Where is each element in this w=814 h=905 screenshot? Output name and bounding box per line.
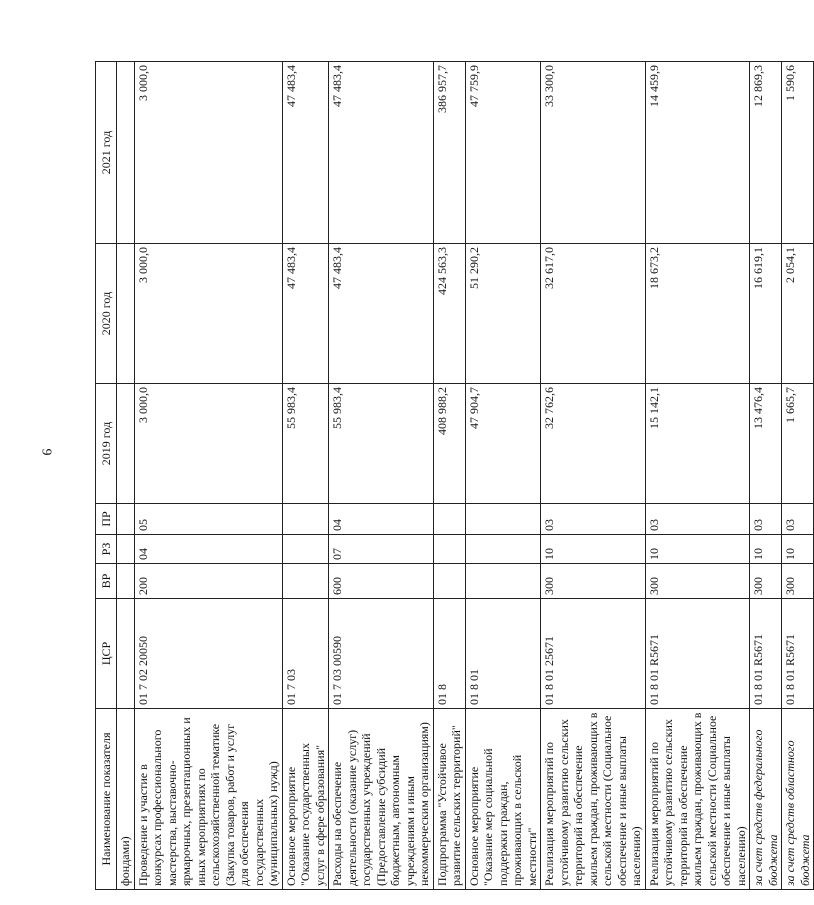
budget-table — [95, 61, 814, 890]
cell-vr — [465, 564, 541, 599]
table-row — [433, 62, 465, 890]
cell-2019: 408 988,2 — [433, 384, 465, 504]
cell-2021: 33 300,0 — [541, 62, 646, 244]
cell-pr: 05 — [134, 504, 282, 535]
header-2020: 2020 год — [96, 244, 117, 384]
cell-rz: 10 — [541, 535, 646, 564]
cell-2019: 47 904,7 — [465, 384, 541, 504]
cell-2019: 32 762,6 — [541, 384, 646, 504]
cell-2020: 47 483,4 — [282, 244, 329, 384]
cell-pr: 03 — [645, 504, 750, 535]
cell-pr — [117, 504, 135, 535]
cell-2021: 386 957,7 — [433, 62, 465, 244]
cell-2020: 2 054,1 — [782, 244, 814, 384]
cell-name: Реализация мероприятий по устойчивому развитию сельских территорий на обеспечение жильем граждан, проживающих в сельской местности (Социальное обеспечение и иные выплаты населению) — [541, 709, 646, 890]
table-row — [329, 62, 434, 890]
cell-pr: 03 — [782, 504, 814, 535]
cell-2020: 424 563,3 — [433, 244, 465, 384]
cell-2019: 55 983,4 — [282, 384, 329, 504]
cell-2020: 18 673,2 — [645, 244, 750, 384]
cell-2020: 47 483,4 — [329, 244, 434, 384]
table-row — [282, 62, 329, 890]
cell-csr — [117, 599, 135, 709]
header-2021: 2021 год — [96, 62, 117, 244]
header-csr: ЦСР — [96, 599, 117, 709]
cell-2020: 51 290,2 — [465, 244, 541, 384]
cell-2019: 3 000,0 — [134, 384, 282, 504]
header-2019: 2019 год — [96, 384, 117, 504]
cell-rz: 10 — [750, 535, 782, 564]
table-row — [465, 62, 541, 890]
cell-2020: 16 619,1 — [750, 244, 782, 384]
cell-rz — [282, 535, 329, 564]
cell-vr: 600 — [329, 564, 434, 599]
cell-csr: 01 8 01 25671 — [541, 599, 646, 709]
cell-name: Основное мероприятие "Оказание мер социальной поддержки граждан, проживающих в сельской местности" — [465, 709, 541, 890]
cell-name: фондами) — [117, 709, 135, 890]
cell-2021: 1 590,6 — [782, 62, 814, 244]
cell-pr — [282, 504, 329, 535]
cell-csr: 01 8 01 — [465, 599, 541, 709]
table-row — [117, 62, 135, 890]
cell-csr: 01 8 01 R5671 — [645, 599, 750, 709]
cell-name: Подпрограмма "Устойчивое развитие сельских территорий" — [433, 709, 465, 890]
table-header-row — [96, 62, 117, 890]
cell-csr: 01 7 02 20050 — [134, 599, 282, 709]
cell-pr: 04 — [329, 504, 434, 535]
header-name: Наименование показателя — [96, 709, 117, 890]
cell-rz: 10 — [782, 535, 814, 564]
cell-2021: 14 459,9 — [645, 62, 750, 244]
cell-rz: 10 — [645, 535, 750, 564]
cell-2020 — [117, 244, 135, 384]
cell-2019 — [117, 384, 135, 504]
cell-rz — [433, 535, 465, 564]
cell-2019: 13 476,4 — [750, 384, 782, 504]
table-row — [134, 62, 282, 890]
cell-pr — [433, 504, 465, 535]
page-number: 9 — [38, 448, 54, 456]
table-row — [645, 62, 750, 890]
cell-2020: 3 000,0 — [134, 244, 282, 384]
cell-vr — [282, 564, 329, 599]
cell-2021: 47 483,4 — [329, 62, 434, 244]
header-pr: ПР — [96, 504, 117, 535]
cell-2021: 3 000,0 — [134, 62, 282, 244]
table-row — [750, 62, 782, 890]
cell-name: Основное мероприятие "Оказание государственных услуг в сфере образования" — [282, 709, 329, 890]
budget-table-wrapper — [95, 62, 812, 890]
cell-rz: 07 — [329, 535, 434, 564]
cell-name: за счет средств федерального бюджета — [750, 709, 782, 890]
cell-2021: 47 483,4 — [282, 62, 329, 244]
cell-vr: 300 — [782, 564, 814, 599]
cell-vr — [117, 564, 135, 599]
cell-2021: 47 759,9 — [465, 62, 541, 244]
table-row — [782, 62, 814, 890]
cell-2021 — [117, 62, 135, 244]
cell-name: за счет средств областного бюджета — [782, 709, 814, 890]
cell-name: Реализация мероприятий по устойчивому развитию сельских территорий на обеспечение жильем граждан, проживающих в сельской местности (Социальное обеспечение и иные выплаты населению) — [645, 709, 750, 890]
cell-csr: 01 7 03 00590 — [329, 599, 434, 709]
cell-csr: 01 8 01 R5671 — [782, 599, 814, 709]
cell-vr: 300 — [645, 564, 750, 599]
cell-2019: 55 983,4 — [329, 384, 434, 504]
table-row — [541, 62, 646, 890]
header-vr: ВР — [96, 564, 117, 599]
cell-rz: 04 — [134, 535, 282, 564]
cell-pr: 03 — [541, 504, 646, 535]
cell-2021: 12 869,3 — [750, 62, 782, 244]
header-rz: РЗ — [96, 535, 117, 564]
cell-name: Расходы на обеспечение деятельности (оказание услуг) государственных учреждений (Предоставление субсидий бюджетным, автономным учреждениям и иным некоммерческим организациям) — [329, 709, 434, 890]
cell-vr: 200 — [134, 564, 282, 599]
cell-rz — [465, 535, 541, 564]
cell-csr: 01 8 — [433, 599, 465, 709]
cell-rz — [117, 535, 135, 564]
cell-2020: 32 617,0 — [541, 244, 646, 384]
cell-vr: 300 — [750, 564, 782, 599]
cell-pr: 03 — [750, 504, 782, 535]
cell-csr: 01 8 01 R5671 — [750, 599, 782, 709]
cell-csr: 01 7 03 — [282, 599, 329, 709]
cell-name: Проведение и участие в конкурсах профессионального мастерства, выставочно-ярмарочных, презентационных и иных мероприятиях по сельскохозяйственной тематике (Закупка товаров, работ и услуг для обеспечения государственных (муниципальных) нужд) — [134, 709, 282, 890]
cell-pr — [465, 504, 541, 535]
cell-vr: 300 — [541, 564, 646, 599]
cell-vr — [433, 564, 465, 599]
cell-2019: 1 665,7 — [782, 384, 814, 504]
cell-2019: 15 142,1 — [645, 384, 750, 504]
